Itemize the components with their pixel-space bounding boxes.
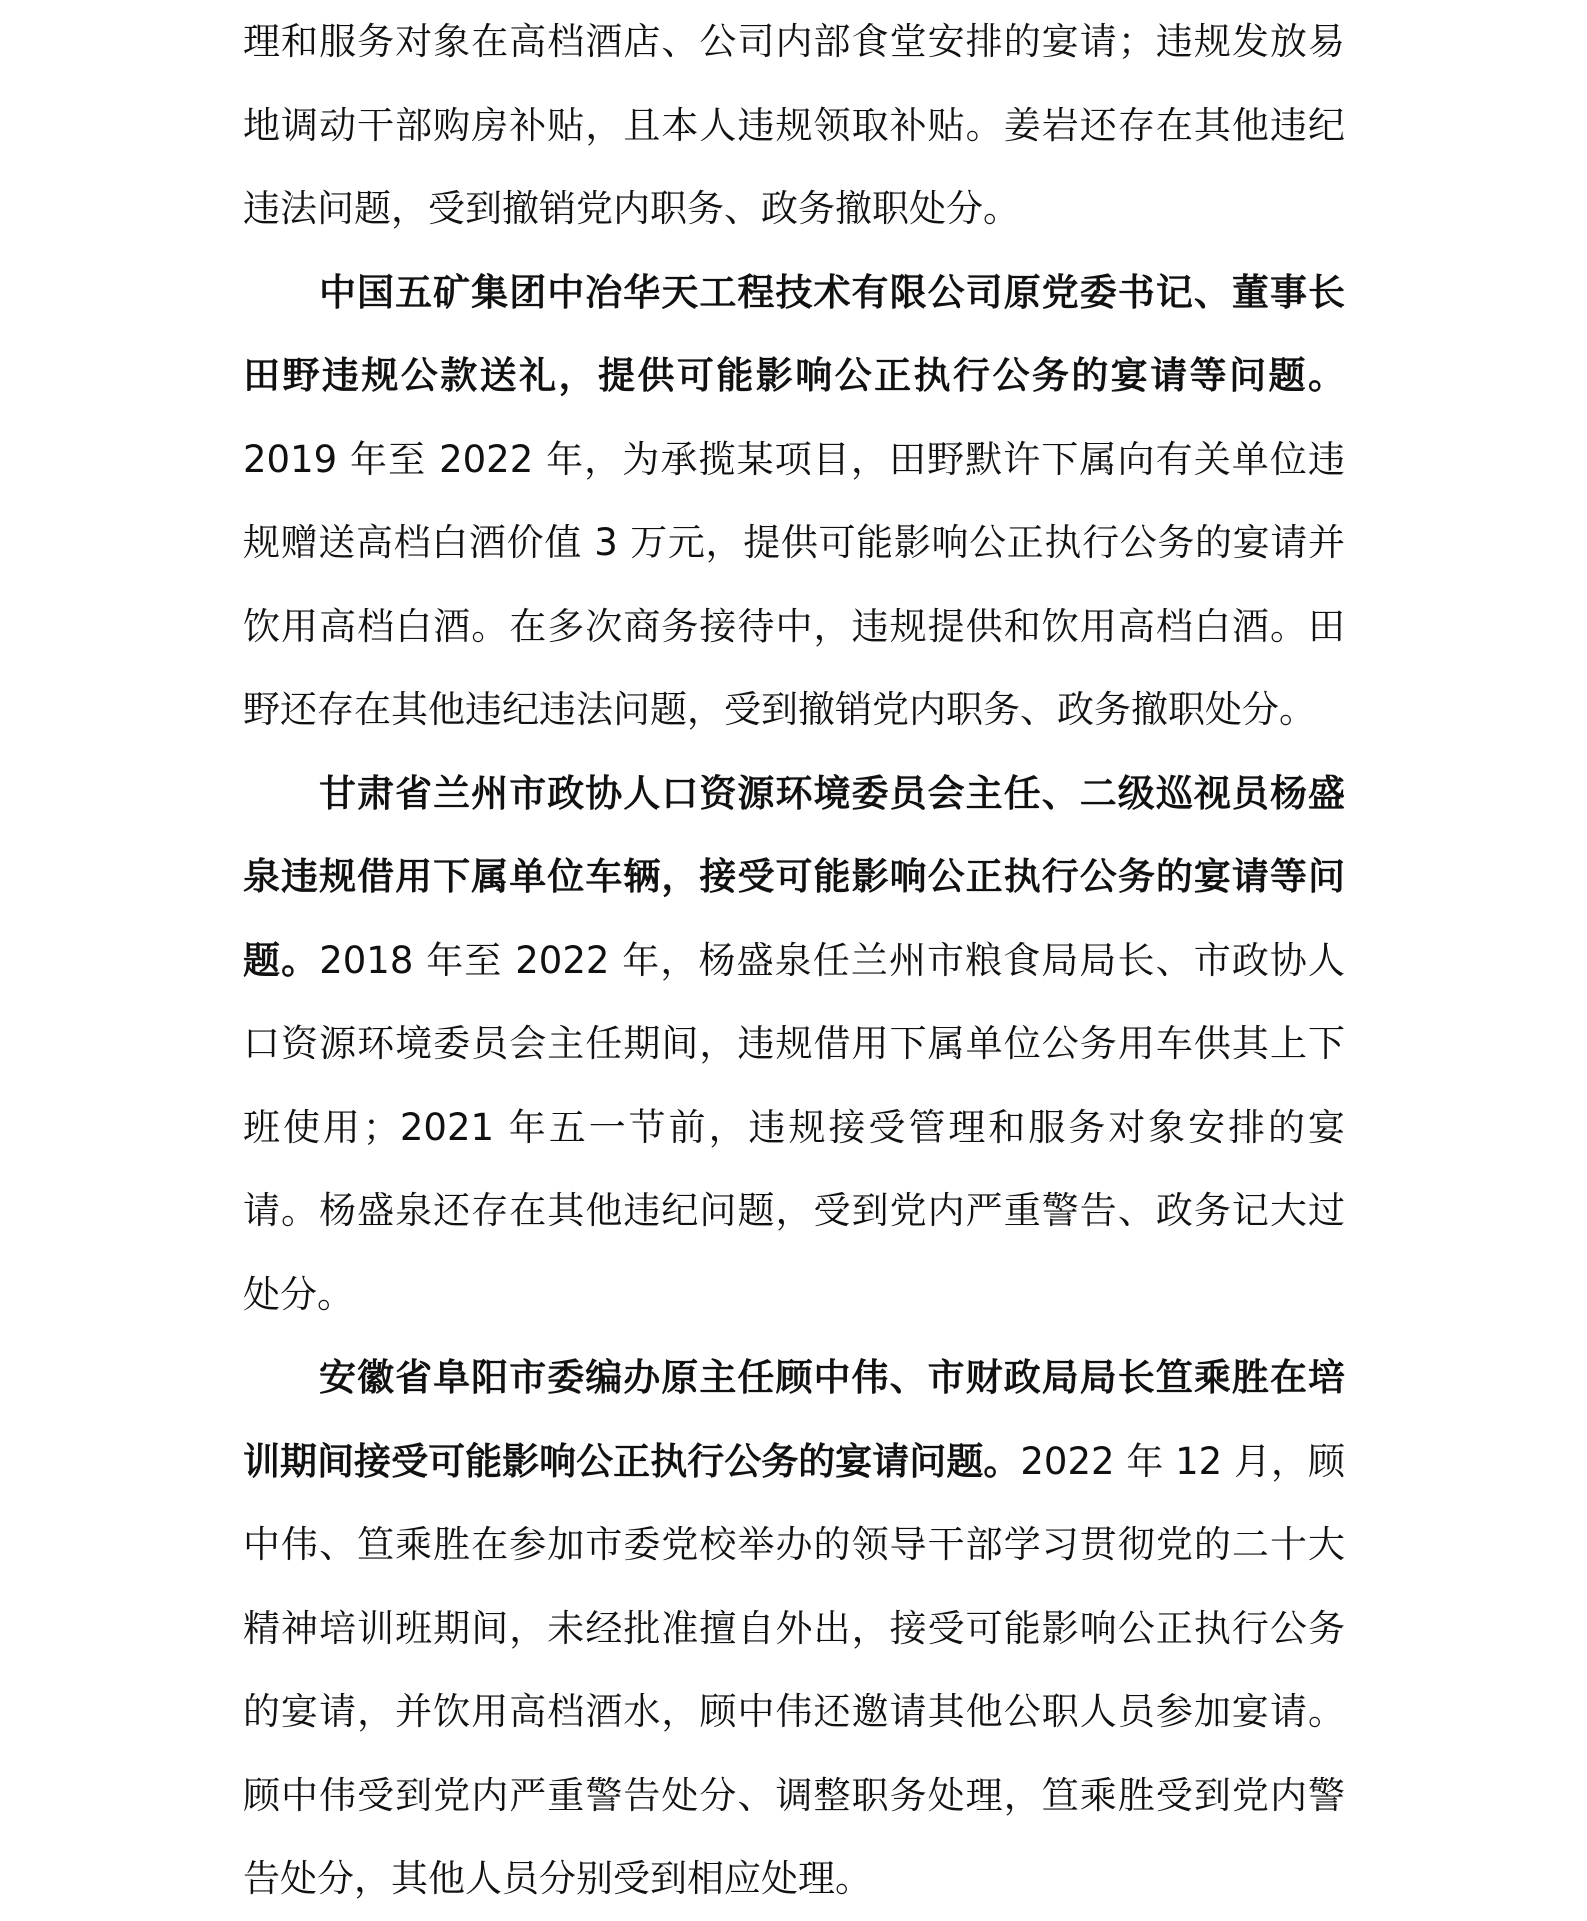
paragraph-body: 2018 年至 2022 年，杨盛泉任兰州市粮食局局长、市政协人口资源环境委员会主任期间，违规借用下属单位公务用车供其上下班使用；2021 年五一节前，违规接受管理和服务对象安排的宴请。杨盛泉还存在其他违纪问题，受到党内严重警告、政务记大过处分。	[243, 938, 1346, 1316]
document-page	[243, 0, 1345, 1921]
paragraph-lead: 中国五矿集团中冶华天工程技术有限公司原党委书记、董事长田野违规公款送礼，提供可能影响公正执行公务的宴请等问题。	[243, 270, 1345, 397]
paragraph-body: 2022 年 12 月，顾中伟、笪乘胜在参加市委党校举办的领导干部学习贯彻党的二十大精神培训班期间，未经批准擅自外出，接受可能影响公正执行公务的宴请，并饮用高档酒水，顾中伟还邀请其他公职人员参加宴请。顾中伟受到党内严重警告处分、调整职务处理，笪乘胜受到党内警告处分，其他人员分别受到相应处理。	[243, 1439, 1346, 1900]
paragraph-lead: 安徽省阜阳市委编办原主任顾中伟、市财政局局长笪乘胜在培训期间接受可能影响公正执行公务的宴请问题。	[243, 1356, 1345, 1483]
paragraph-gu-zhongwei	[243, 1336, 1345, 1921]
paragraph-continuation	[243, 0, 1345, 251]
paragraph-yang-shengquan	[243, 752, 1345, 1337]
paragraph-body: 2019 年至 2022 年，为承揽某项目，田野默许下属向有关单位违规赠送高档白酒价值 3 万元，提供可能影响公正执行公务的宴请并饮用高档白酒。在多次商务接待中，违规提供和饮用高档白酒。田野还存在其他违纪违法问题，受到撤销党内职务、政务撤职处分。	[243, 437, 1345, 731]
paragraph-tian-ye	[243, 251, 1345, 752]
paragraph-body: 理和服务对象在高档酒店、公司内部食堂安排的宴请；违规发放易地调动干部购房补贴，且本人违规领取补贴。姜岩还存在其他违纪违法问题，受到撤销党内职务、政务撤职处分。	[243, 20, 1345, 230]
paragraph-lead: 甘肃省兰州市政协人口资源环境委员会主任、二级巡视员杨盛泉违规借用下属单位车辆，接受可能影响公正执行公务的宴请等问题。	[243, 771, 1345, 982]
